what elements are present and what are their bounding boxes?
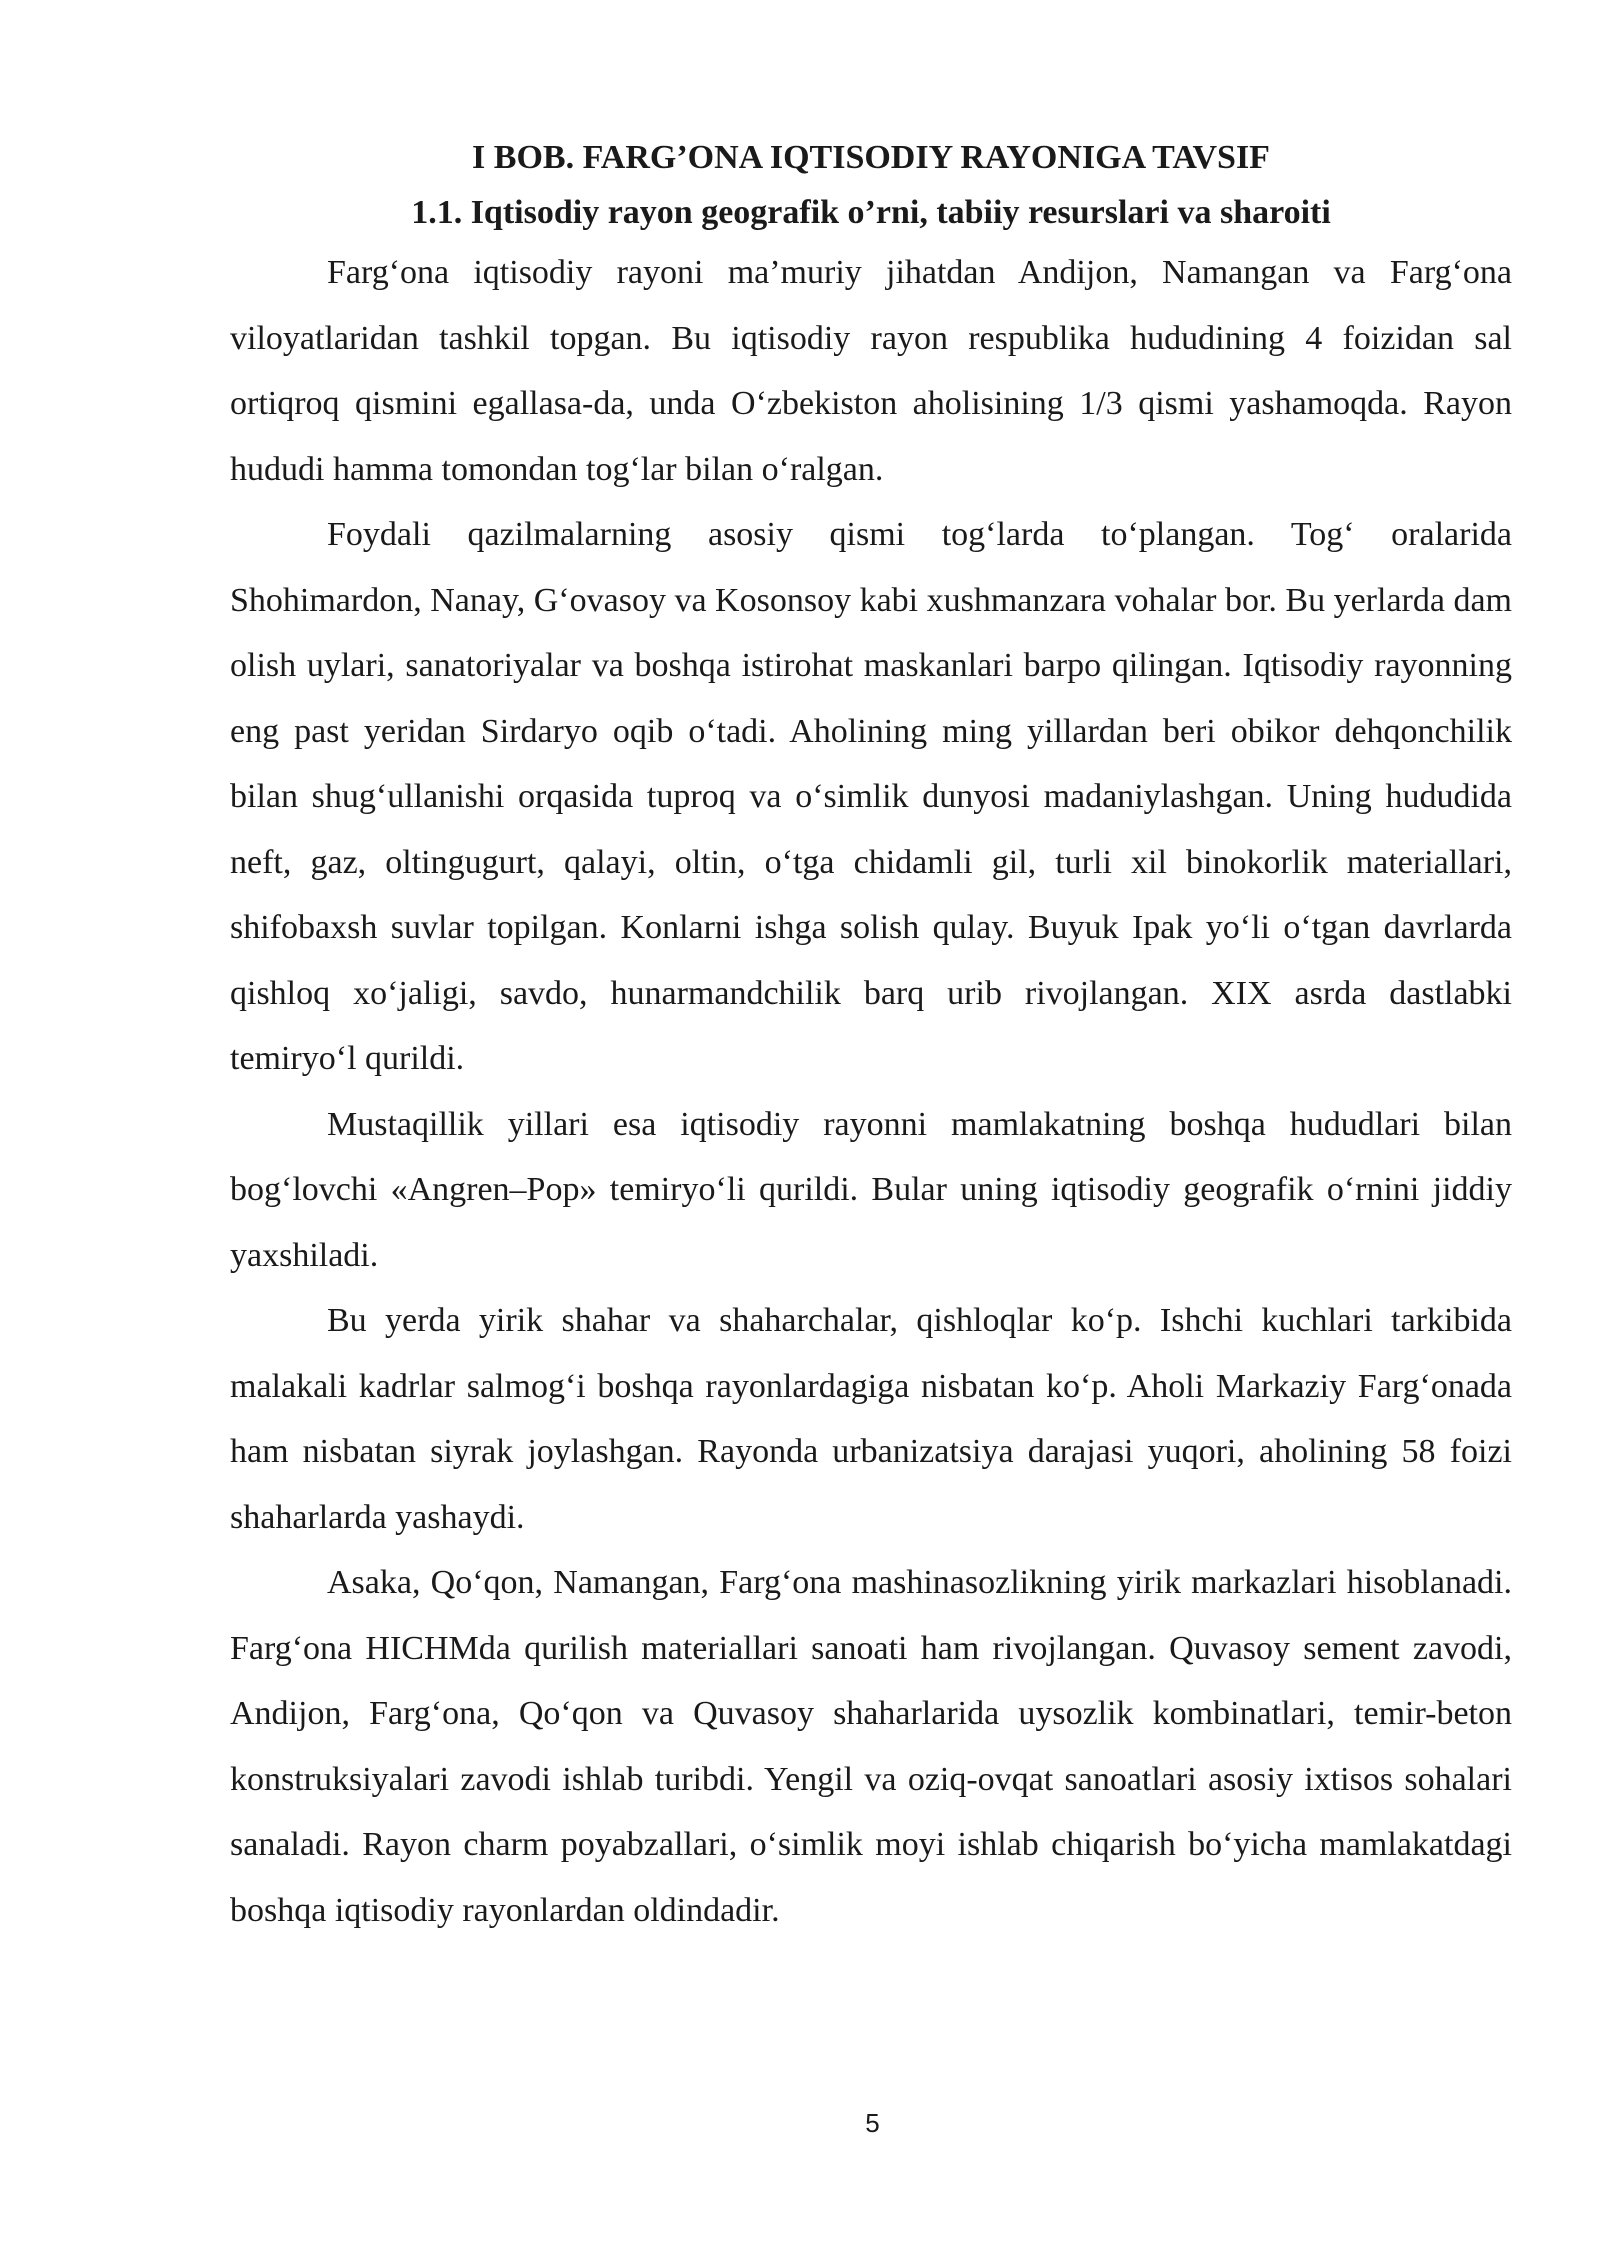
paragraph-5: Asaka, Qo‘qon, Namangan, Farg‘ona mashinasozlikning yirik markazlari hisoblanadi. Farg‘ona HICHMda qurilish materiallari sanoati ham rivojlangan. Quvasoy sement zavodi, Andijon, Farg‘ona, Qo‘qon va Quvasoy shaharlarida uysozlik kombinatlari, temir-beton konstruksiyalari zavodi ishlab turibdi. Yengil va oziq-ovqat sanoatlari asosiy ixtisos sohalari sanaladi. Rayon charm poyabzallari, o‘simlik moyi ishlab chiqarish bo‘yicha mamlakatdagi boshqa iqtisodiy rayonlardan oldindadir. [230,1564,1512,1929]
document-page [230,130,1512,1943]
chapter-title: I BOB. FARG’ONA IQTISODIY RAYONIGA TAVSIF [472,139,1270,176]
paragraph-2: Foydali qazilmalarning asosiy qismi tog‘larda to‘plangan. Tog‘ oralarida Shohimardon, Nanay, G‘ovasoy va Kosonsoy kabi xushmanzara vohalar bor. Bu yerlarda dam olish uylari, sanatoriyalar va boshqa istirohat maskanlari barpo qilingan. Iqtisodiy rayonning eng past yeridan Sirdaryo oqib o‘tadi. Aholining ming yillardan beri obikor dehqonchilik bilan shug‘ullanishi orqasida tuproq va o‘simlik dunyosi madaniylashgan. Uning hududida neft, gaz, oltingugurt, qalayi, oltin, o‘tga chidamli gil, turli xil binokorlik materiallari, shifobaxsh suvlar topilgan. Konlarni ishga solish qulay. Buyuk Ipak yo‘li o‘tgan davrlarda qishloq xo‘jaligi, savdo, hunarmandchilik barq urib rivojlangan. XIX asrda dastlabki temiryo‘l qurildi. [230,516,1512,1077]
paragraph-3: Mustaqillik yillari esa iqtisodiy rayonni mamlakatning boshqa hududlari bilan bog‘lovchi «Angren–Pop» temiryo‘li qurildi. Bular uning iqtisodiy geografik o‘rnini jiddiy yaxshiladi. [230,1105,1512,1274]
paragraph-4: Bu yerda yirik shahar va shaharchalar, qishloqlar ko‘p. Ishchi kuchlari tarkibida malakali kadrlar salmog‘i boshqa rayonlardagiga nisbatan ko‘p. Aholi Markaziy Farg‘onada ham nisbatan siyrak joylashgan. Rayonda urbanizatsiya darajasi yuqori, aholining 58 foizi shaharlarda yashaydi. [230,1302,1512,1536]
section-title: 1.1. Iqtisodiy rayon geografik o’rni, tabiiy resurslari va sharoiti [411,194,1331,231]
page-number: 5 [865,2108,880,2138]
paragraph-1: Farg‘ona iqtisodiy rayoni ma’muriy jihatdan Andijon, Namangan va Farg‘ona viloyatlaridan tashkil topgan. Bu iqtisodiy rayon respublika hududining 4 foizidan sal ortiqroq qismini egallasa-da, unda O‘zbekiston aholisining 1/3 qismi yashamoqda. Rayon hududi hamma tomondan tog‘lar bilan o‘ralgan. [230,254,1512,488]
